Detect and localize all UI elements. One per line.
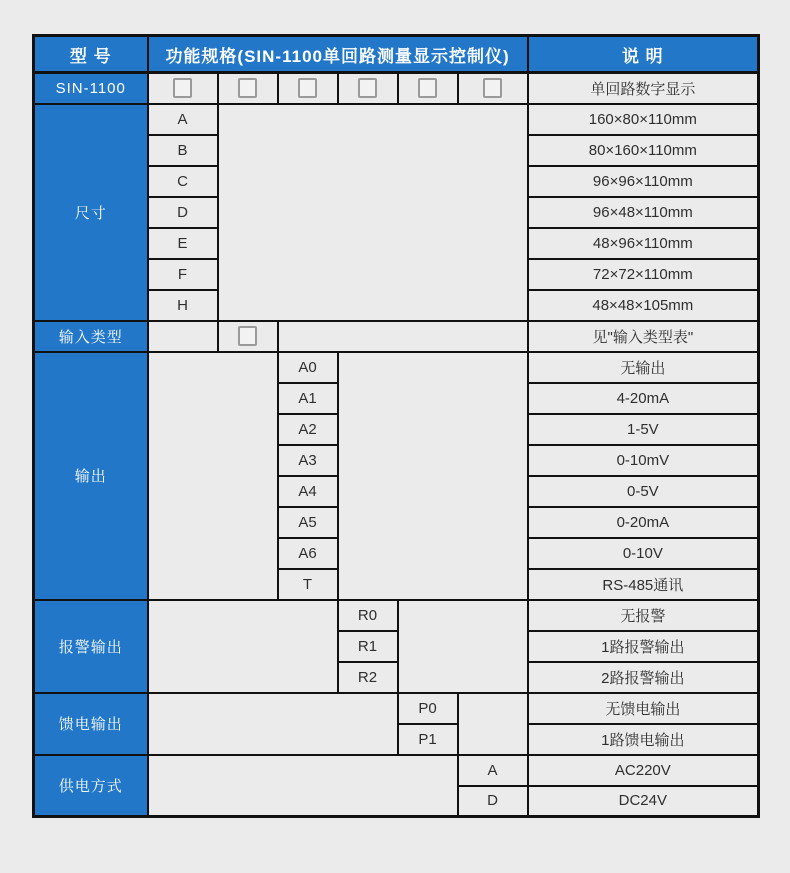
- output-code-cell: A5: [278, 507, 338, 538]
- size-desc-cell: 48×96×110mm: [528, 228, 759, 259]
- size-section-label: 尺寸: [34, 104, 148, 321]
- model-checkbox-cell-6: [458, 73, 528, 104]
- output-spacer-cell: [148, 352, 278, 600]
- size-code-cell: H: [148, 290, 218, 321]
- feed-row: [34, 693, 759, 724]
- size-code-cell: F: [148, 259, 218, 290]
- header-row: [34, 36, 759, 73]
- header-model: 型 号: [34, 36, 148, 73]
- model-row: [34, 73, 759, 104]
- output-row: [34, 352, 759, 383]
- output-spacer-cell: [338, 352, 528, 600]
- model-checkbox-cell-2: [218, 73, 278, 104]
- checkbox-icon[interactable]: [238, 326, 257, 346]
- output-code-cell: A4: [278, 476, 338, 507]
- output-desc-cell: 无输出: [528, 352, 759, 383]
- size-code-cell: C: [148, 166, 218, 197]
- alarm-desc-cell: 1路报警输出: [528, 631, 759, 662]
- size-desc-cell: 80×160×110mm: [528, 135, 759, 166]
- size-code-cell: E: [148, 228, 218, 259]
- model-checkbox-cell-1: [148, 73, 218, 104]
- checkbox-icon[interactable]: [238, 78, 257, 98]
- feed-spacer-cell: [148, 693, 398, 755]
- output-code-cell: A3: [278, 445, 338, 476]
- alarm-desc-cell: 无报警: [528, 600, 759, 631]
- input-desc-cell: 见"输入类型表": [528, 321, 759, 352]
- feed-section-label: 馈电输出: [34, 693, 148, 755]
- header-spec: 功能规格(SIN-1100单回路测量显示控制仪): [148, 36, 528, 73]
- model-checkbox-cell-3: [278, 73, 338, 104]
- model-checkbox-cell-5: [398, 73, 458, 104]
- input-spacer-cell: [278, 321, 528, 352]
- size-row: [34, 104, 759, 135]
- checkbox-icon[interactable]: [358, 78, 377, 98]
- input-type-row: [34, 321, 759, 352]
- alarm-spacer-cell: [398, 600, 528, 693]
- model-desc-cell: 单回路数字显示: [528, 73, 759, 104]
- output-desc-cell: 0-10mV: [528, 445, 759, 476]
- output-desc-cell: 0-5V: [528, 476, 759, 507]
- checkbox-icon[interactable]: [173, 78, 192, 98]
- alarm-desc-cell: 2路报警输出: [528, 662, 759, 693]
- alarm-spacer-cell: [148, 600, 338, 693]
- feed-code-cell: P0: [398, 693, 458, 724]
- size-code-cell: B: [148, 135, 218, 166]
- output-desc-cell: 4-20mA: [528, 383, 759, 414]
- power-code-cell: D: [458, 786, 528, 817]
- power-desc-cell: DC24V: [528, 786, 759, 817]
- size-code-cell: A: [148, 104, 218, 135]
- feed-desc-cell: 1路馈电输出: [528, 724, 759, 755]
- power-section-label: 供电方式: [34, 755, 148, 817]
- ordering-spec-table: [32, 34, 760, 818]
- feed-desc-cell: 无馈电输出: [528, 693, 759, 724]
- output-desc-cell: RS-485通讯: [528, 569, 759, 600]
- power-code-cell: A: [458, 755, 528, 786]
- size-desc-cell: 160×80×110mm: [528, 104, 759, 135]
- output-code-cell: T: [278, 569, 338, 600]
- power-desc-cell: AC220V: [528, 755, 759, 786]
- size-desc-cell: 96×48×110mm: [528, 197, 759, 228]
- output-code-cell: A0: [278, 352, 338, 383]
- feed-spacer-cell: [458, 693, 528, 755]
- output-code-cell: A6: [278, 538, 338, 569]
- header-desc: 说 明: [528, 36, 759, 73]
- size-spacer-cell: [218, 104, 528, 321]
- checkbox-icon[interactable]: [483, 78, 502, 98]
- model-checkbox-cell-4: [338, 73, 398, 104]
- alarm-section-label: 报警输出: [34, 600, 148, 693]
- feed-code-cell: P1: [398, 724, 458, 755]
- output-desc-cell: 0-10V: [528, 538, 759, 569]
- alarm-code-cell: R2: [338, 662, 398, 693]
- output-desc-cell: 1-5V: [528, 414, 759, 445]
- checkbox-icon[interactable]: [298, 78, 317, 98]
- checkbox-icon[interactable]: [418, 78, 437, 98]
- output-code-cell: A2: [278, 414, 338, 445]
- size-desc-cell: 96×96×110mm: [528, 166, 759, 197]
- output-desc-cell: 0-20mA: [528, 507, 759, 538]
- input-section-label: 输入类型: [34, 321, 148, 352]
- alarm-code-cell: R1: [338, 631, 398, 662]
- output-code-cell: A1: [278, 383, 338, 414]
- size-desc-cell: 48×48×105mm: [528, 290, 759, 321]
- size-desc-cell: 72×72×110mm: [528, 259, 759, 290]
- model-name-cell: SIN-1100: [34, 73, 148, 104]
- input-spacer-cell: [148, 321, 218, 352]
- size-code-cell: D: [148, 197, 218, 228]
- alarm-code-cell: R0: [338, 600, 398, 631]
- alarm-row: [34, 600, 759, 631]
- power-row: [34, 755, 759, 786]
- output-section-label: 输出: [34, 352, 148, 600]
- input-checkbox-cell: [218, 321, 278, 352]
- power-spacer-cell: [148, 755, 458, 817]
